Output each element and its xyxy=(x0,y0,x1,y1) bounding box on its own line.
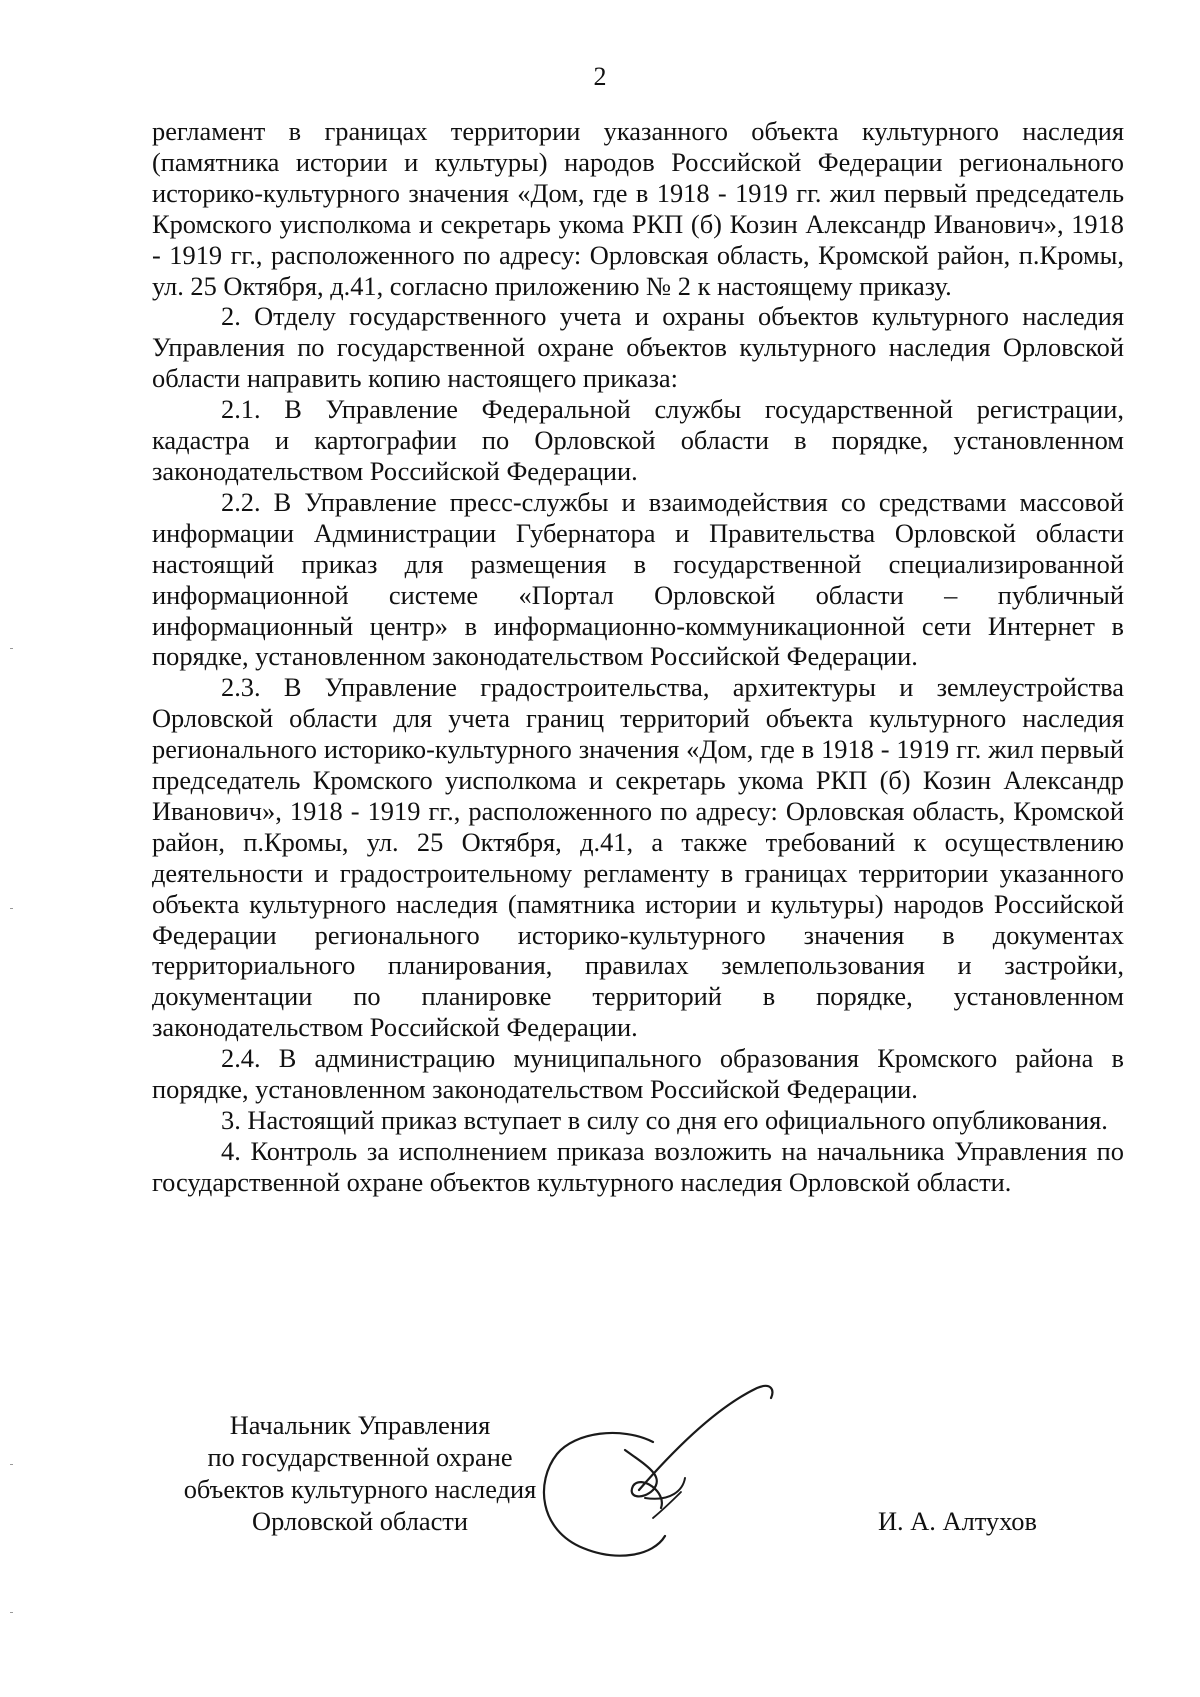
paragraph-2-2: 2.2. В Управление пресс-службы и взаимодействия со средствами массовой информации Администрации Губернатора и Правительства Орловской области настоящий приказ для размещения в государственной специализированной информационной системе «Портал Орловской области – публичный информационный центр» в информационно-коммуникационной сети Интернет в порядке, установленном законодательством Российской Федерации. xyxy=(152,486,1124,672)
document-body xyxy=(152,116,1124,1198)
paragraph-2-4: 2.4. В администрацию муниципального образования Кромского района в порядке, установленном законодательством Российской Федерации. xyxy=(152,1043,1124,1105)
scan-mark xyxy=(10,908,13,909)
signatory-position xyxy=(150,1409,570,1537)
position-line: по государственной охране xyxy=(207,1442,513,1472)
paragraph-1: регламент в границах территории указанного объекта культурного наследия (памятника истории и культуры) народов Российской Федерации регионального историко-культурного значения «Дом, где в 1918 - 1919 гг. жил первый председатель Кромского уисполкома и секретарь укома РКП (б) Козин Александр Иванович», 1918 - 1919 гг., расположенного по адресу: Орловская область, Кромской район, п.Кромы, ул. 25 Октября, д.41, согласно приложению № 2 к настоящему приказу. xyxy=(152,116,1124,301)
position-line: объектов культурного наследия xyxy=(183,1474,537,1504)
scan-mark xyxy=(10,1464,13,1465)
page-number: 2 xyxy=(593,62,607,91)
paragraph-3: 3. Настоящий приказ вступает в силу со дня его официального опубликования. xyxy=(221,1105,1108,1135)
scan-mark xyxy=(10,1612,13,1613)
scan-mark xyxy=(10,648,13,649)
position-line: Орловской области xyxy=(252,1506,468,1536)
paragraph-2-3: 2.3. В Управление градостроительства, архитектуры и землеустройства Орловской области для учета границ территорий объекта культурного наследия регионального историко-культурного значения «Дом, где в 1918 - 1919 гг. жил первый председатель Кромского уисполкома и секретарь укома РКП (б) Козин Александр Иванович», 1918 - 1919 гг., расположенного по адресу: Орловская область, Кромской район, п.Кромы, ул. 25 Октября, д.41, а также требований к осуществлению деятельности и градостроительному регламенту в границах территории указанного объекта культурного наследия (памятника истории и культуры) народов Российской Федерации регионального историко-культурного значения в документах территориального планирования, правилах землепользования и застройки, документации по планировке территорий в порядке, установленном законодательством Российской Федерации. xyxy=(152,672,1124,1043)
handwritten-signature xyxy=(535,1380,835,1570)
signatory-name: И. А. Алтухов xyxy=(878,1506,1037,1536)
paragraph-2-1: 2.1. В Управление Федеральной службы государственной регистрации, кадастра и картографии по Орловской области в порядке, установленном законодательством Российской Федерации. xyxy=(152,394,1124,486)
position-line: Начальник Управления xyxy=(229,1410,491,1440)
paragraph-2: 2. Отделу государственного учета и охраны объектов культурного наследия Управления по государственной охране объектов культурного наследия Орловской области направить копию настоящего приказа: xyxy=(152,301,1124,394)
paragraph-4: 4. Контроль за исполнением приказа возложить на начальника Управления по государственной охране объектов культурного наследия Орловской области. xyxy=(152,1135,1124,1197)
